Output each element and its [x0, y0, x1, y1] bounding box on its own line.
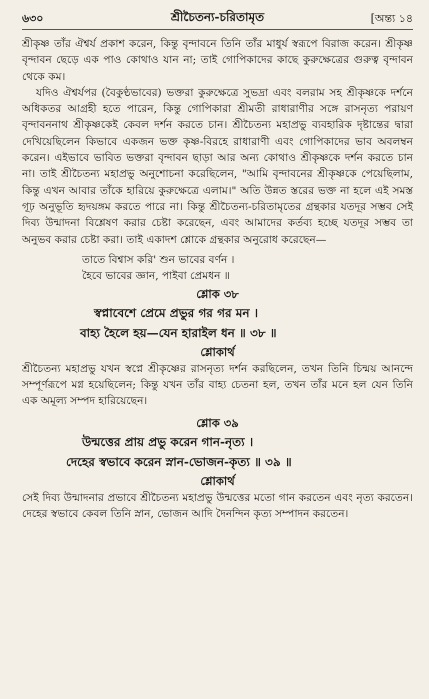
sloka-39-heading: শ্লোক ৩৯ — [196, 415, 239, 430]
header-rule — [22, 29, 413, 30]
chapter-marker: [অন্ত্য ১৪ — [370, 12, 413, 25]
page-header — [22, 8, 413, 28]
quoted-verse-line-1: তাতে বিশ্বাস করি' শুন ভাবের বর্ণন । — [82, 253, 235, 266]
sloka-39-line-1: উন্মত্তের প্রায় প্রভু করেন গান-নৃত্য । — [82, 434, 254, 449]
sloka-39-meaning: সেই দিব্য উন্মাদনার প্রভাবে শ্রীচৈতন্য মহাপ্রভু উন্মত্তের মতো গান করতেন এবং নৃত্য করতেন। দেহের স্বভাবে কেবল তিনি স্নান, ভোজন আদি দৈনন্দিন কৃত্য সম্পাদন করতেন। — [22, 491, 413, 521]
sloka-38-line-1: স্বপ্নাবেশে প্রেমে প্রভুর গর গর মন । — [94, 305, 259, 320]
purport-paragraph-2: যদিও ঐশ্বর্যপর (বৈকুণ্ঠভাবের) ভক্তরা কুরুক্ষেত্রে সুভদ্রা এবং বলরাম সহ শ্রীকৃষ্ণকে দর্শনে অধিকতর আগ্রহী হতে পারেন, কিন্তু গোপিকারা শ্রীমতী রাধারাণীর সঙ্গে রাসনৃত্য পরায়ণ বৃন্দাবননাথ শ্রীকৃষ্ণকেই কেবল দর্শন করতে চান। শ্রীচৈতন্য মহাপ্রভু ব্যবহারিক দৃষ্টান্তের দ্বারা দেখিয়েছিলেন কিভাবে একজন ভক্ত কৃষ্ণ-বিরহে রাধারাণী এবং গোপিকাদের ভাব অবলম্বন করেন। এইভাবে ভাবিত ভক্তরা বৃন্দাবন ছাড়া আর অন্য কোথাও শ্রীকৃষ্ণকে দর্শন করতে চান না। তাই শ্রীচৈতন্য মহাপ্রভু অনুশোচনা করেছিলেন, "আমি বৃন্দাবনের শ্রীকৃষ্ণকে পেয়েছিলাম, কিন্তু এখন আবার তাঁকে হারিয়ে কুরুক্ষেত্রে এলাম।" অতি উন্নত স্তরের ভক্ত না হলে এই সমস্ত গূঢ় অনুভূতি হৃদয়ঙ্গম করতে পারে না। কিন্তু শ্রীচৈতন্য-চরিতামৃতের গ্রন্থকার যতদূর সম্ভব সেই দিব্য উন্মাদনা বিশ্লেষণ করার চেষ্টা করেছেন, এবং আমাদের কর্তব্য হচ্ছে যতদূর সম্ভব তা অনুভব করার চেষ্টা করা। তাই একাদশ শ্লোকে গ্রন্থকার অনুরোধ করেছেন— — [22, 86, 413, 246]
quoted-verse — [82, 252, 413, 285]
running-title: শ্রীচৈতন্য-চরিতামৃত — [170, 10, 265, 24]
sloka-38-meaning-heading: শ্লোকার্থ — [200, 344, 235, 359]
sloka-39-line-2: দেহের স্বভাবে করেন স্নান-ভোজন-কৃত্য ॥ ৩৯ ॥ — [66, 454, 292, 469]
sloka-39-meaning-heading: শ্লোকার্থ — [200, 473, 235, 488]
page-content — [22, 36, 413, 522]
page-number: ৬৩০ — [22, 12, 44, 25]
quoted-verse-line-2: হৈবে ভাবের জ্ঞান, পাইবা প্রেমধন ॥ — [82, 270, 230, 283]
sloka-38-heading: শ্লোক ৩৮ — [196, 286, 239, 301]
sloka-38-line-2: বাহ্য হৈলে হয়—যেন হারাইল ধন ॥ ৩৮ ॥ — [80, 325, 277, 340]
sloka-38-meaning: শ্রীচৈতন্য মহাপ্রভু যখন স্বপ্নে শ্রীকৃষ্ণের রাসনৃত্য দর্শন করছিলেন, তখন তিনি চিন্ময় আনন্দে সম্পূর্ণরূপে মগ্ন হয়েছিলেন; কিন্তু যখন তাঁর বাহ্য চেতনা হল, তখন তাঁর মনে হল যেন তিনি এক অমূল্য সম্পদ হারিয়েছেন। — [22, 362, 413, 408]
purport-paragraph-1: শ্রীকৃষ্ণ তাঁর ঐশ্বর্য প্রকাশ করেন, কিন্তু বৃন্দাবনে তিনি তাঁর মাধুর্য স্বরূপে বিরাজ করেন। শ্রীকৃষ্ণ বৃন্দাবন ছেড়ে এক পাও কোথাও যান না; তাই গোপিকাদের কাছে কুরুক্ষেত্রের গুরুত্ব বৃন্দাবন থেকে কম। — [22, 38, 413, 83]
